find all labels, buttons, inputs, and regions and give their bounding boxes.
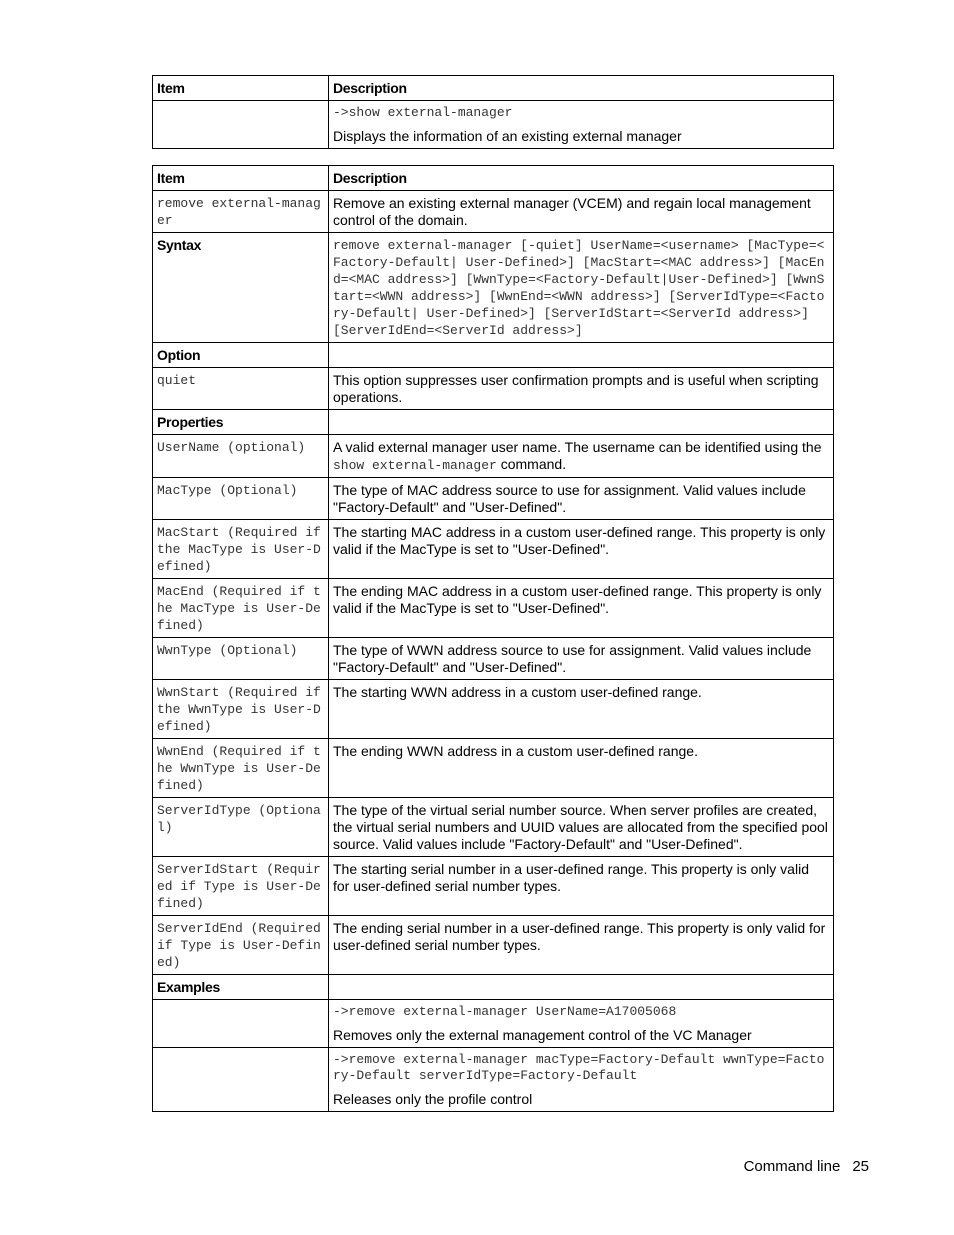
description-cell <box>329 101 834 149</box>
property-name: WwnType (Optional) <box>153 638 329 680</box>
examples-body <box>153 1000 834 1112</box>
table-row <box>153 798 834 857</box>
remove-external-manager-table <box>152 165 834 1112</box>
example-cell <box>329 1000 834 1048</box>
property-description: The type of the virtual serial number source. When server profiles are created, the virtual serial numbers and UUID values are allocated from the specified pool source. Valid values include "Factory-Default" and "User-Defined". <box>329 798 834 857</box>
table-row <box>153 638 834 680</box>
empty-cell <box>153 1000 329 1048</box>
option-description: This option suppresses user confirmation prompts and is useful when scripting operations. <box>329 368 834 410</box>
section-row <box>153 975 834 1000</box>
properties-body <box>153 478 834 975</box>
page-number: 25 <box>852 1158 869 1175</box>
table-row <box>153 435 834 478</box>
table-row <box>153 478 834 520</box>
page-footer <box>732 1158 869 1175</box>
table-row <box>153 1000 834 1048</box>
command-description: Displays the information of an existing external manager <box>333 128 682 144</box>
property-name: MacType (Optional) <box>153 478 329 520</box>
property-description: The starting serial number in a user-defined range. This property is only valid for user-defined serial number types. <box>329 857 834 916</box>
property-description-text: A valid external manager user name. The username can be identified using the <box>333 439 822 455</box>
examples-label: Examples <box>153 975 329 1000</box>
header-description: Description <box>329 76 834 101</box>
header-item: Item <box>153 166 329 191</box>
table-row <box>153 739 834 798</box>
example-command: ->remove external-manager UserName=A17005068 <box>333 1004 677 1019</box>
header-description: Description <box>329 166 834 191</box>
table-row <box>153 191 834 233</box>
property-name: UserName (optional) <box>153 435 329 478</box>
command-name: remove external-manager <box>153 191 329 233</box>
property-description: The type of MAC address source to use for assignment. Valid values include "Factory-Default" and "User-Defined". <box>329 478 834 520</box>
option-name: quiet <box>153 368 329 410</box>
option-label: Option <box>153 343 329 368</box>
options-body <box>153 368 834 410</box>
property-name: MacEnd (Required if the MacType is User-Defined) <box>153 579 329 638</box>
example-command: ->remove external-manager macType=Factory-Default wwnType=Factory-Default serverIdType=Factory-Default <box>333 1052 825 1083</box>
property-description: The ending serial number in a user-defined range. This property is only valid for user-defined serial number types. <box>329 916 834 975</box>
section-row <box>153 410 834 435</box>
section-row <box>153 343 834 368</box>
table-row <box>153 368 834 410</box>
property-description: The type of WWN address source to use for assignment. Valid values include "Factory-Default" and "User-Defined". <box>329 638 834 680</box>
empty-cell <box>153 101 329 149</box>
properties-label: Properties <box>153 410 329 435</box>
command-description: Remove an existing external manager (VCEM) and regain local management control of the domain. <box>329 191 834 233</box>
property-name: WwnEnd (Required if the WwnType is User-Defined) <box>153 739 329 798</box>
empty-cell <box>329 410 834 435</box>
table-row <box>153 520 834 579</box>
empty-cell <box>153 1048 329 1112</box>
property-name: ServerIdType (Optional) <box>153 798 329 857</box>
table-row <box>153 857 834 916</box>
property-name: MacStart (Required if the MacType is User-Defined) <box>153 520 329 579</box>
table-header-row <box>153 76 834 101</box>
show-external-manager-table <box>152 75 834 149</box>
property-name: WwnStart (Required if the WwnType is User-Defined) <box>153 680 329 739</box>
example-description: Releases only the profile control <box>333 1091 533 1107</box>
table-row <box>153 233 834 343</box>
empty-cell <box>329 343 834 368</box>
example-cell <box>329 1048 834 1112</box>
command-example: ->show external-manager <box>333 105 513 120</box>
property-name: ServerIdStart (Required if Type is User-Defined) <box>153 857 329 916</box>
footer-section: Command line <box>743 1158 841 1175</box>
syntax-label: Syntax <box>153 233 329 343</box>
table-row <box>153 101 834 149</box>
property-name: ServerIdEnd (Required if Type is User-Defined) <box>153 916 329 975</box>
table-row <box>153 579 834 638</box>
property-description: The starting MAC address in a custom user-defined range. This property is only valid if the MacType is set to "User-Defined". <box>329 520 834 579</box>
property-description: The ending MAC address in a custom user-defined range. This property is only valid if the MacType is set to "User-Defined". <box>329 579 834 638</box>
property-description: The starting WWN address in a custom user-defined range. <box>329 680 834 739</box>
table-row <box>153 1048 834 1112</box>
empty-cell <box>329 975 834 1000</box>
table-header-row <box>153 166 834 191</box>
table-row <box>153 916 834 975</box>
property-description-text: command. <box>500 456 567 472</box>
inline-command: show external-manager <box>333 458 497 473</box>
example-description: Removes only the external management control of the VC Manager <box>333 1027 752 1043</box>
table-row <box>153 680 834 739</box>
property-description: The ending WWN address in a custom user-defined range. <box>329 739 834 798</box>
syntax-text: remove external-manager [-quiet] UserName=<username> [MacType=<Factory-Default| User-Defined>] [MacStart=<MAC address>] [MacEnd=<MAC address>] [WwnType=<Factory-Default|User-Defined>] [WwnStart=<WWN address>] [WwnEnd=<WWN address>] [ServerIdType=<Factory-Default| User-Defined>] [ServerIdStart=<ServerId address>] [ServerIdEnd=<ServerId address>] <box>329 233 834 343</box>
header-item: Item <box>153 76 329 101</box>
property-description <box>329 435 834 478</box>
